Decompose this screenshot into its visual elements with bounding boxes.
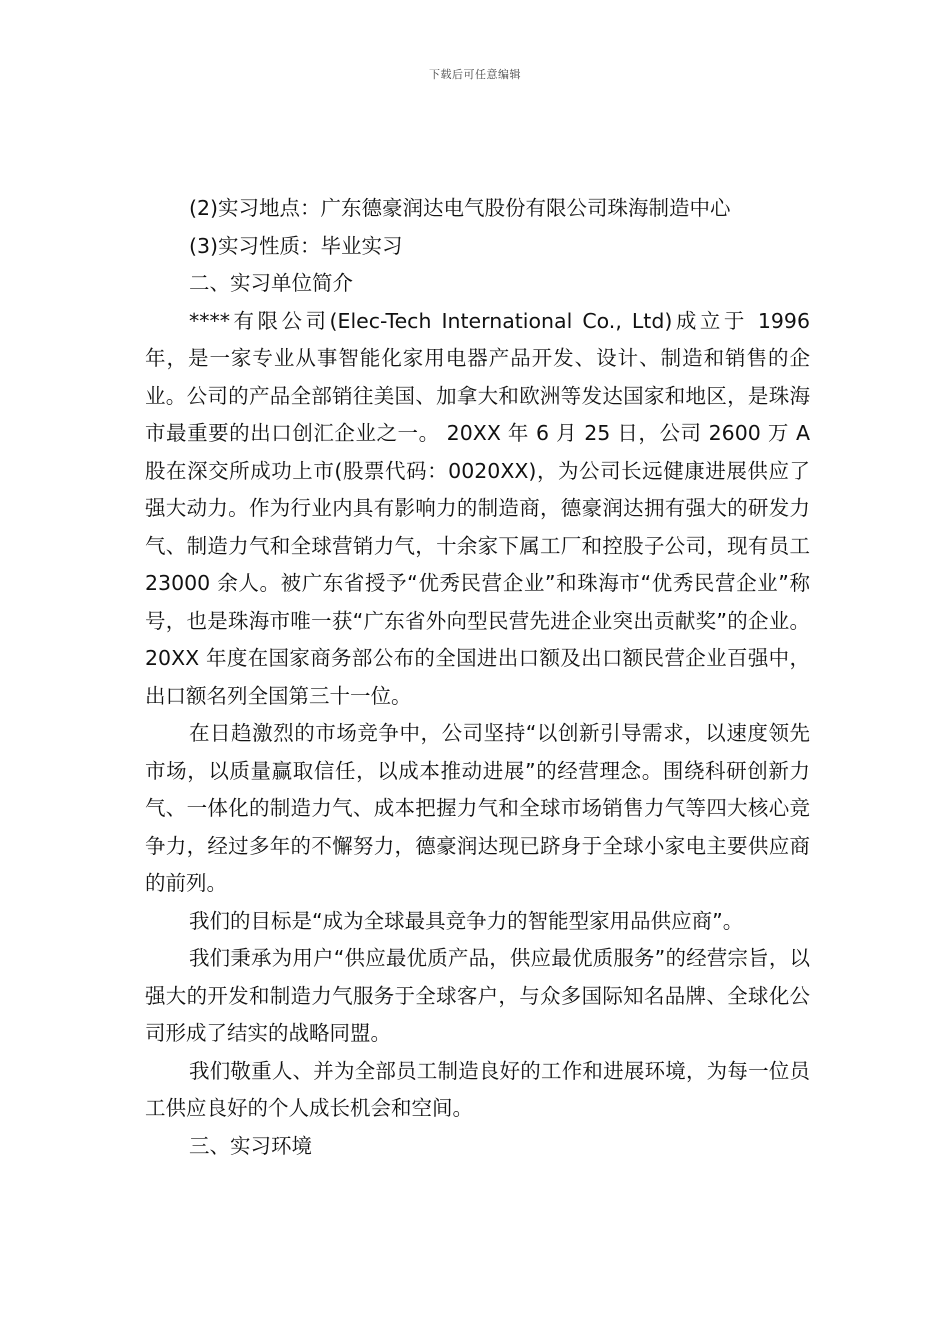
paragraph-internship-location: (2)实习地点：广东德豪润达电气股份有限公司珠海制造中心 bbox=[189, 196, 731, 220]
section-heading-internship-environment: 三、实习环境 bbox=[189, 1133, 312, 1158]
page-header-note: 下载后可任意编辑 bbox=[429, 68, 521, 81]
section-heading-company-intro: 二、实习单位简介 bbox=[189, 271, 353, 295]
paragraph-company-overview: ****有限公司(Elec-Tech International Co., Ltd)成立于 1996 年，是一家专业从事智能化家用电器产品开发、设计、制造和销售的企业。公司的产品全部销往美国、加拿大和欧洲等发达国家和地区，是珠海市最重要的出口创汇企业之一。 20XX 年 6 月 25 日，公司 2600 万 A 股在深交所成功上市(股票代码：0020XX)，为公司长远健康进展供应了强大动力。作为行业内具有影响力的制造商，德豪润达拥有强大的研发力气、制造力气和全球营销力气，十余家下属工厂和控股子公司，现有员工 23000 余人。被广东省授予“优秀民营企业”和珠海市“优秀民营企业”称号，也是珠海市唯一获“广东省外向型民营先进企业突出贡献奖”的企业。20XX 年度在国家商务部公布的全国进出口额及出口额民营企业百强中，出口额名列全国第三十一位。 bbox=[145, 308, 810, 708]
paragraph-company-goal: 我们的目标是“成为全球最具竞争力的智能型家用品供应商”。 bbox=[189, 908, 744, 933]
paragraph-internship-nature: (3)实习性质：毕业实习 bbox=[189, 233, 403, 258]
document-body bbox=[145, 190, 810, 1165]
paragraph-business-philosophy: 在日趋激烈的市场竞争中，公司坚持“以创新引导需求，以速度领先市场，以质量赢取信任，以成本推动进展”的经营理念。围绕科研创新力气、一体化的制造力气、成本把握力气和全球市场销售力气等四大核心竞争力，经过多年的不懈努力，德豪润达现已跻身于全球小家电主要供应商的前列。 bbox=[145, 721, 810, 895]
paragraph-service-purpose: 我们秉承为用户“供应最优质产品，供应最优质服务”的经营宗旨，以强大的开发和制造力气服务于全球客户，与众多国际知名品牌、全球化公司形成了结实的战略同盟。 bbox=[145, 946, 810, 1045]
paragraph-employee-care: 我们敬重人、并为全部员工制造良好的工作和进展环境，为每一位员工供应良好的个人成长机会和空间。 bbox=[145, 1058, 810, 1120]
